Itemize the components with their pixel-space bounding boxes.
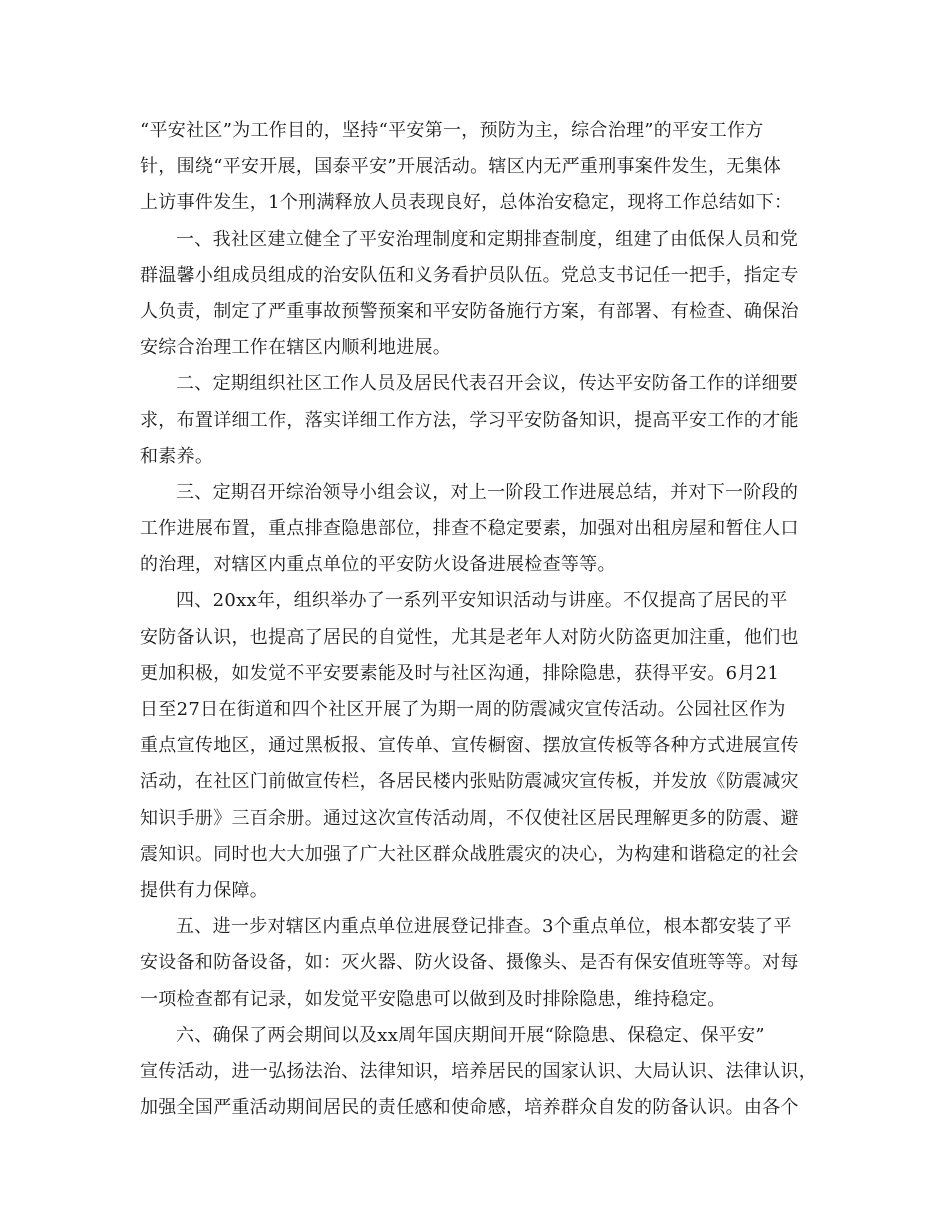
text-line: 日至27日在街道和四个社区开展了为期一周的防震减灾宣传活动。公园社区作为 <box>140 699 786 720</box>
text-line: 一、我社区建立健全了平安治理制度和定期排查制度，组建了由低保人员和党 <box>176 228 799 250</box>
text-line: 四、20xx年，组织举办了一系列平安知识活动与讲座。不仅提高了居民的平 <box>176 590 788 612</box>
document-body <box>140 113 818 1126</box>
text-line: 二、定期组织社区工作人员及居民代表召开会议，传达平安防备工作的详细要 <box>176 373 799 395</box>
text-line: “平安社区”为工作目的，坚持“平安第一，预防为主，综合治理”的平安工作方 <box>140 120 764 141</box>
text-line: 更加积极，如发觉不平安要素能及时与社区沟通，排除隐患，获得平安。6月21 <box>140 662 780 684</box>
text-line: 加强全国严重活动期间居民的责任感和使命感，培养群众自发的防备认识。由各个 <box>140 1097 799 1119</box>
text-line: 人负责，制定了严重事故预警预案和平安防备施行方案，有部署、有检查、确保治 <box>140 300 799 322</box>
text-line: 群温馨小组成员组成的治安队伍和义务看护员队伍。党总支书记任一把手，指定专 <box>140 264 799 286</box>
text-line: 提供有力保障。 <box>140 879 269 901</box>
text-line: 震知识。同时也大大加强了广大社区群众战胜震灾的决心，为构建和谐稳定的社会 <box>140 843 799 865</box>
text-line: 安防备认识，也提高了居民的自觉性，尤其是老年人对防火防盗更加注重，他们也 <box>140 626 799 648</box>
text-line: 三、定期召开综治领导小组会议，对上一阶段工作进展总结，并对下一阶段的 <box>176 481 799 503</box>
text-line: 安综合治理工作在辖区内顺利地进展。 <box>140 337 452 359</box>
text-line: 宣传活动，进一弘扬法治、法律知识，培养居民的国家认识、大局认识、法律认识， <box>140 1060 818 1082</box>
text-line: 上访事件发生，1个刑满释放人员表现良好，总体治安稳定，现将工作总结如下： <box>140 192 793 214</box>
text-line: 工作进展布置，重点排查隐患部位，排查不稳定要素，加强对出租房屋和暂住人口 <box>140 518 799 540</box>
text-line: 六、确保了两会期间以及xx周年国庆期间开展“除隐患、保稳定、保平安” <box>176 1024 765 1046</box>
text-line: 一项检查都有记录，如发觉平安隐患可以做到及时排除隐患，维持稳定。 <box>140 988 726 1010</box>
text-line: 五、进一步对辖区内重点单位进展登记排查。3个重点单位，根本都安装了平 <box>176 916 792 938</box>
text-line: 活动，在社区门前做宣传栏，各居民楼内张贴防震减灾宣传板，并发放《防震减灾 <box>140 771 799 793</box>
text-line: 针，围绕“平安开展，国泰平安”开展活动。辖区内无严重刑事案件发生，无集体 <box>140 156 782 178</box>
text-line: 求，布置详细工作，落实详细工作方法，学习平安防备知识，提高平安工作的才能 <box>140 409 799 431</box>
text-line: 安设备和防备设备，如：灭火器、防火设备、摄像头、是否有保安值班等等。对每 <box>140 952 799 974</box>
text-line: 和素养。 <box>140 445 214 467</box>
text-line: 的治理，对辖区内重点单位的平安防火设备进展检查等等。 <box>140 554 616 576</box>
text-line: 知识手册》三百余册。通过这次宣传活动周，不仅使社区居民理解更多的防震、避 <box>140 807 799 829</box>
text-line: 重点宣传地区，通过黑板报、宣传单、宣传橱窗、摆放宣传板等各种方式进展宣传 <box>140 735 799 757</box>
